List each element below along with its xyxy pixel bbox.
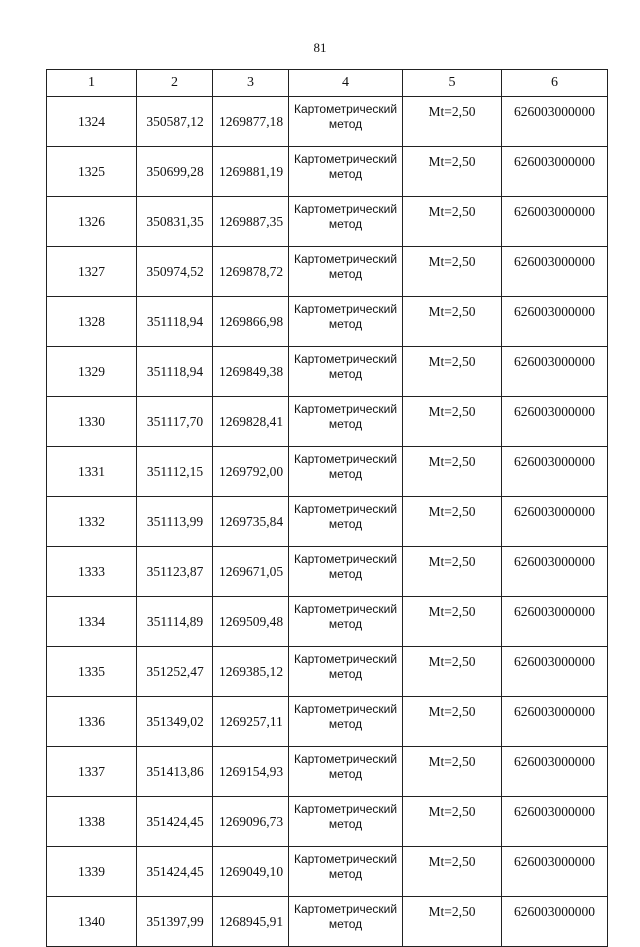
code-cell: 626003000000 <box>502 297 608 347</box>
column-header: 6 <box>502 70 608 97</box>
table-row <box>47 497 608 547</box>
column-header: 3 <box>213 70 289 97</box>
point-number-cell: 1339 <box>47 847 137 897</box>
x-coordinate-cell: 351349,02 <box>137 697 213 747</box>
method-cell: Картометрический метод <box>289 347 403 397</box>
x-coordinate-cell: 351123,87 <box>137 547 213 597</box>
x-coordinate-cell: 351118,94 <box>137 347 213 397</box>
coordinates-table <box>46 69 608 947</box>
column-header: 5 <box>403 70 502 97</box>
table-row <box>47 147 608 197</box>
table-row <box>47 447 608 497</box>
column-header: 1 <box>47 70 137 97</box>
code-cell: 626003000000 <box>502 847 608 897</box>
accuracy-cell: Mt=2,50 <box>403 897 502 947</box>
point-number-cell: 1328 <box>47 297 137 347</box>
y-coordinate-cell: 1268945,91 <box>213 897 289 947</box>
code-cell: 626003000000 <box>502 747 608 797</box>
y-coordinate-cell: 1269878,72 <box>213 247 289 297</box>
point-number-cell: 1331 <box>47 447 137 497</box>
x-coordinate-cell: 351413,86 <box>137 747 213 797</box>
y-coordinate-cell: 1269385,12 <box>213 647 289 697</box>
accuracy-cell: Mt=2,50 <box>403 147 502 197</box>
accuracy-cell: Mt=2,50 <box>403 647 502 697</box>
x-coordinate-cell: 350974,52 <box>137 247 213 297</box>
table-row <box>47 547 608 597</box>
method-cell: Картометрический метод <box>289 97 403 147</box>
method-cell: Картометрический метод <box>289 847 403 897</box>
accuracy-cell: Mt=2,50 <box>403 747 502 797</box>
method-cell: Картометрический метод <box>289 547 403 597</box>
code-cell: 626003000000 <box>502 247 608 297</box>
point-number-cell: 1335 <box>47 647 137 697</box>
y-coordinate-cell: 1269096,73 <box>213 797 289 847</box>
table-row <box>47 197 608 247</box>
method-cell: Картометрический метод <box>289 597 403 647</box>
method-cell: Картометрический метод <box>289 497 403 547</box>
method-cell: Картометрический метод <box>289 747 403 797</box>
code-cell: 626003000000 <box>502 147 608 197</box>
y-coordinate-cell: 1269671,05 <box>213 547 289 597</box>
code-cell: 626003000000 <box>502 647 608 697</box>
point-number-cell: 1329 <box>47 347 137 397</box>
table-header-row <box>47 70 608 97</box>
accuracy-cell: Mt=2,50 <box>403 347 502 397</box>
accuracy-cell: Mt=2,50 <box>403 847 502 897</box>
table-row <box>47 247 608 297</box>
code-cell: 626003000000 <box>502 447 608 497</box>
table-row <box>47 397 608 447</box>
table-row <box>47 747 608 797</box>
table-row <box>47 697 608 747</box>
y-coordinate-cell: 1269881,19 <box>213 147 289 197</box>
code-cell: 626003000000 <box>502 347 608 397</box>
y-coordinate-cell: 1269877,18 <box>213 97 289 147</box>
column-header: 4 <box>289 70 403 97</box>
accuracy-cell: Mt=2,50 <box>403 547 502 597</box>
point-number-cell: 1326 <box>47 197 137 247</box>
code-cell: 626003000000 <box>502 697 608 747</box>
method-cell: Картометрический метод <box>289 297 403 347</box>
accuracy-cell: Mt=2,50 <box>403 247 502 297</box>
table-row <box>47 597 608 647</box>
code-cell: 626003000000 <box>502 97 608 147</box>
table-row <box>47 647 608 697</box>
method-cell: Картометрический метод <box>289 447 403 497</box>
point-number-cell: 1327 <box>47 247 137 297</box>
point-number-cell: 1337 <box>47 747 137 797</box>
x-coordinate-cell: 351424,45 <box>137 847 213 897</box>
y-coordinate-cell: 1269154,93 <box>213 747 289 797</box>
method-cell: Картометрический метод <box>289 197 403 247</box>
x-coordinate-cell: 351118,94 <box>137 297 213 347</box>
table-row <box>47 297 608 347</box>
x-coordinate-cell: 350587,12 <box>137 97 213 147</box>
accuracy-cell: Mt=2,50 <box>403 397 502 447</box>
point-number-cell: 1334 <box>47 597 137 647</box>
point-number-cell: 1333 <box>47 547 137 597</box>
point-number-cell: 1338 <box>47 797 137 847</box>
method-cell: Картометрический метод <box>289 647 403 697</box>
point-number-cell: 1336 <box>47 697 137 747</box>
table-row <box>47 97 608 147</box>
y-coordinate-cell: 1269509,48 <box>213 597 289 647</box>
accuracy-cell: Mt=2,50 <box>403 447 502 497</box>
table-row <box>47 797 608 847</box>
y-coordinate-cell: 1269792,00 <box>213 447 289 497</box>
y-coordinate-cell: 1269866,98 <box>213 297 289 347</box>
x-coordinate-cell: 351397,99 <box>137 897 213 947</box>
y-coordinate-cell: 1269887,35 <box>213 197 289 247</box>
table-body <box>47 97 608 947</box>
page-number: 81 <box>313 40 327 55</box>
code-cell: 626003000000 <box>502 897 608 947</box>
x-coordinate-cell: 351252,47 <box>137 647 213 697</box>
table-row <box>47 847 608 897</box>
accuracy-cell: Mt=2,50 <box>403 297 502 347</box>
x-coordinate-cell: 351424,45 <box>137 797 213 847</box>
accuracy-cell: Mt=2,50 <box>403 497 502 547</box>
point-number-cell: 1330 <box>47 397 137 447</box>
x-coordinate-cell: 351112,15 <box>137 447 213 497</box>
method-cell: Картометрический метод <box>289 247 403 297</box>
point-number-cell: 1340 <box>47 897 137 947</box>
x-coordinate-cell: 350831,35 <box>137 197 213 247</box>
point-number-cell: 1325 <box>47 147 137 197</box>
code-cell: 626003000000 <box>502 197 608 247</box>
column-header: 2 <box>137 70 213 97</box>
x-coordinate-cell: 351113,99 <box>137 497 213 547</box>
y-coordinate-cell: 1269828,41 <box>213 397 289 447</box>
method-cell: Картометрический метод <box>289 397 403 447</box>
method-cell: Картометрический метод <box>289 897 403 947</box>
table-row <box>47 347 608 397</box>
point-number-cell: 1324 <box>47 97 137 147</box>
y-coordinate-cell: 1269735,84 <box>213 497 289 547</box>
accuracy-cell: Mt=2,50 <box>403 197 502 247</box>
accuracy-cell: Mt=2,50 <box>403 597 502 647</box>
x-coordinate-cell: 350699,28 <box>137 147 213 197</box>
point-number-cell: 1332 <box>47 497 137 547</box>
y-coordinate-cell: 1269257,11 <box>213 697 289 747</box>
code-cell: 626003000000 <box>502 597 608 647</box>
x-coordinate-cell: 351117,70 <box>137 397 213 447</box>
method-cell: Картометрический метод <box>289 697 403 747</box>
code-cell: 626003000000 <box>502 797 608 847</box>
y-coordinate-cell: 1269849,38 <box>213 347 289 397</box>
accuracy-cell: Mt=2,50 <box>403 797 502 847</box>
method-cell: Картометрический метод <box>289 797 403 847</box>
table-row <box>47 897 608 947</box>
method-cell: Картометрический метод <box>289 147 403 197</box>
accuracy-cell: Mt=2,50 <box>403 97 502 147</box>
code-cell: 626003000000 <box>502 547 608 597</box>
accuracy-cell: Mt=2,50 <box>403 697 502 747</box>
code-cell: 626003000000 <box>502 397 608 447</box>
code-cell: 626003000000 <box>502 497 608 547</box>
x-coordinate-cell: 351114,89 <box>137 597 213 647</box>
y-coordinate-cell: 1269049,10 <box>213 847 289 897</box>
